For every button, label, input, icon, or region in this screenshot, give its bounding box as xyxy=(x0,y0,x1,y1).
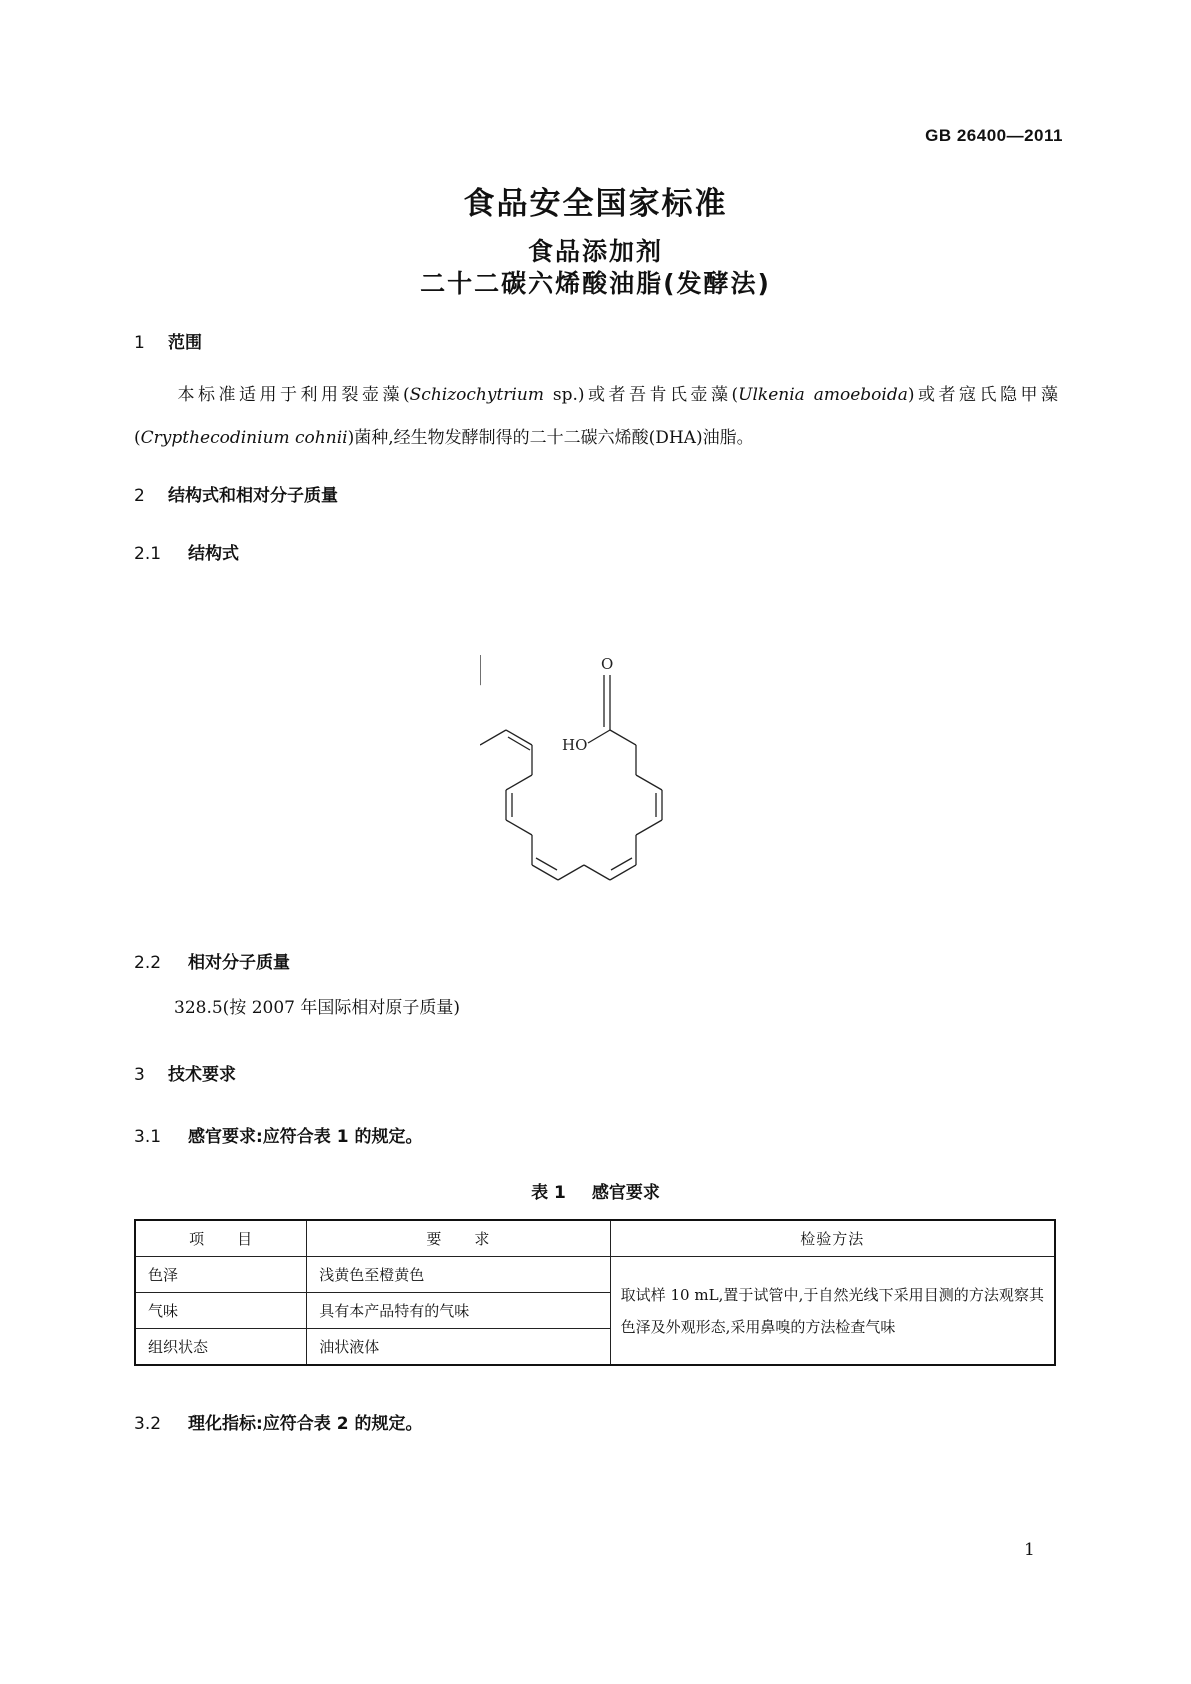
bond xyxy=(584,865,610,880)
bond xyxy=(480,730,506,745)
inspection-method: 取试样 10 mL,置于试管中,于自然光线下采用目测的方法观察其色泽及外观形态,采用鼻嗅的方法检查气味 xyxy=(610,1257,1055,1366)
scope-text-4: )菌种,经生物发酵制得的二十二碳六烯酸(DHA)油脂。 xyxy=(347,428,754,448)
species-ulkenia: Ulkenia amoeboida xyxy=(738,385,908,405)
table-header-row xyxy=(135,1220,1055,1257)
table-label: 表 1 xyxy=(531,1183,566,1203)
row-item: 色泽 xyxy=(135,1257,307,1293)
bond xyxy=(558,865,584,880)
dha-structural-formula xyxy=(480,655,720,905)
section-3-2-heading xyxy=(134,1409,422,1434)
section-number: 3.1 xyxy=(134,1127,162,1147)
section-number: 3 xyxy=(134,1065,145,1085)
table-row xyxy=(135,1257,1055,1293)
section-title: 结构式 xyxy=(188,544,239,564)
scope-paragraph xyxy=(134,374,1058,460)
bond xyxy=(636,775,662,790)
section-2-2-heading xyxy=(134,948,290,973)
scope-text-1: 本标准适用于利用裂壶藻( xyxy=(174,385,410,405)
row-requirement: 油状液体 xyxy=(307,1329,610,1366)
page-number: 1 xyxy=(1024,1540,1035,1560)
standard-number: GB 26400—2011 xyxy=(925,126,1063,145)
section-text: 理化指标:应符合表 2 的规定。 xyxy=(188,1414,423,1434)
species-schizochytrium: Schizochytrium xyxy=(409,385,544,405)
header-requirement: 要 求 xyxy=(307,1220,610,1257)
section-title: 范围 xyxy=(168,333,202,353)
row-item: 组织状态 xyxy=(135,1329,307,1366)
section-text: 感官要求:应符合表 1 的规定。 xyxy=(188,1127,423,1147)
row-requirement: 具有本产品特有的气味 xyxy=(307,1293,610,1329)
bond xyxy=(610,865,636,880)
subtitle-product: 二十二碳六烯酸油脂(发酵法) xyxy=(420,269,771,298)
section-title: 技术要求 xyxy=(168,1065,236,1085)
row-item: 气味 xyxy=(135,1293,307,1329)
bond xyxy=(636,820,662,835)
oxygen-label: O xyxy=(601,655,614,673)
table-1-caption xyxy=(0,1178,1191,1203)
double-bond xyxy=(536,858,557,870)
section-number: 2 xyxy=(134,486,145,506)
section-3-heading xyxy=(134,1060,236,1085)
section-number: 1 xyxy=(134,333,145,353)
sensory-requirements-table xyxy=(134,1219,1056,1366)
row-requirement: 浅黄色至橙黄色 xyxy=(307,1257,610,1293)
bond xyxy=(506,775,532,790)
header-item: 项 目 xyxy=(135,1220,307,1257)
section-number: 2.1 xyxy=(134,544,162,564)
hydroxyl-label: HO xyxy=(562,736,588,754)
section-1-heading xyxy=(134,328,202,353)
scope-text-3: )或者寇氏隐甲藻( xyxy=(134,385,1058,448)
document-title: 食品安全国家标准 xyxy=(463,186,728,222)
section-2-heading xyxy=(134,481,338,506)
section-number: 3.2 xyxy=(134,1414,162,1434)
bond xyxy=(532,865,558,880)
subtitle-category: 食品添加剂 xyxy=(527,237,663,266)
bond-to-hydroxyl xyxy=(588,730,610,743)
header-method: 检验方法 xyxy=(610,1220,1055,1257)
section-3-1-heading xyxy=(134,1122,422,1147)
species-crypthecodinium: Crypthecodinium cohnii xyxy=(140,428,348,448)
section-2-1-heading xyxy=(134,539,239,564)
section-title: 相对分子质量 xyxy=(188,953,290,973)
bond xyxy=(506,820,532,835)
double-bond xyxy=(611,858,632,870)
section-title: 结构式和相对分子质量 xyxy=(168,486,338,506)
scope-text-2: sp.)或者吾肯氏壶藻( xyxy=(543,385,739,405)
bond xyxy=(610,730,636,745)
double-bond xyxy=(508,737,530,750)
section-number: 2.2 xyxy=(134,953,162,973)
molecular-mass: 328.5(按 2007 年国际相对原子质量) xyxy=(174,998,461,1018)
table-title: 感官要求 xyxy=(591,1183,660,1203)
